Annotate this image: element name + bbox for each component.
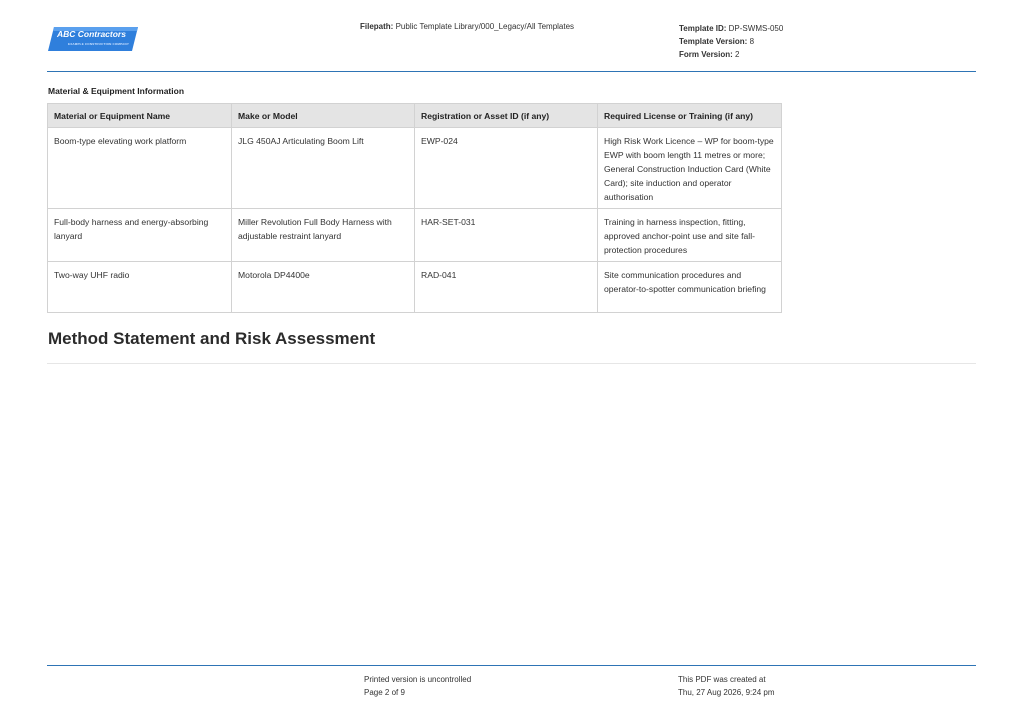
- column-header: Registration or Asset ID (if any): [415, 104, 598, 128]
- header-divider: [47, 71, 976, 72]
- created-label: This PDF was created at: [678, 675, 766, 684]
- table-cell: JLG 450AJ Articulating Boom Lift: [232, 128, 415, 209]
- template-version-value: 8: [749, 37, 755, 46]
- table-cell: High Risk Work Licence – WP for boom-type EWP with boom length 11 metres or more; General Construction Induction Card (White Card); site induction and operator authorisation: [598, 128, 782, 209]
- form-version: [679, 48, 783, 61]
- template-id-value: DP-SWMS-050: [728, 24, 784, 33]
- filepath-value: Public Template Library/000_Legacy/All Templates: [395, 22, 575, 31]
- template-id: [679, 22, 783, 35]
- footer-divider: [47, 665, 976, 666]
- filepath-label: Filepath:: [360, 22, 394, 31]
- logo-tagline: EXAMPLE CONSTRUCTION COMPANY: [68, 42, 130, 46]
- section-label: Material & Equipment Information: [48, 86, 185, 96]
- table-cell: Boom-type elevating work platform: [48, 128, 232, 209]
- page-number: Page 2 of 9: [364, 688, 405, 697]
- table-cell: Two-way UHF radio: [48, 262, 232, 313]
- filepath: [360, 22, 574, 31]
- table-cell: Site communication procedures and operator-to-spotter communication briefing: [598, 262, 782, 313]
- uncontrolled-notice: Printed version is uncontrolled: [364, 675, 472, 684]
- table-cell: RAD-041: [415, 262, 598, 313]
- column-header: Make or Model: [232, 104, 415, 128]
- company-logo: [46, 25, 140, 53]
- footer-left: [364, 673, 471, 699]
- column-header: Material or Equipment Name: [48, 104, 232, 128]
- table-cell: Motorola DP4400e: [232, 262, 415, 313]
- table-cell: Training in harness inspection, fitting, approved anchor-point use and site fall-protection procedures: [598, 209, 782, 262]
- table-row: [48, 128, 782, 209]
- template-version-label: Template Version:: [679, 37, 748, 46]
- footer-right: [678, 673, 775, 699]
- logo-name: ABC Contractors: [57, 29, 126, 39]
- section-divider: [47, 363, 976, 364]
- table-cell: Full-body harness and energy-absorbing lanyard: [48, 209, 232, 262]
- table-cell: EWP-024: [415, 128, 598, 209]
- method-statement-title: Method Statement and Risk Assessment: [48, 329, 376, 348]
- table-cell: Miller Revolution Full Body Harness with adjustable restraint lanyard: [232, 209, 415, 262]
- column-header: Required License or Training (if any): [598, 104, 782, 128]
- table-cell: HAR-SET-031: [415, 209, 598, 262]
- template-version: [679, 35, 783, 48]
- form-version-label: Form Version:: [679, 50, 733, 59]
- table-row: [48, 209, 782, 262]
- created-date: Thu, 27 Aug 2026, 9:24 pm: [678, 688, 775, 697]
- template-meta: [679, 22, 783, 61]
- form-version-value: 2: [735, 50, 740, 59]
- equipment-table: [47, 103, 782, 313]
- template-id-label: Template ID:: [679, 24, 727, 33]
- table-row: [48, 262, 782, 313]
- table-header-row: [48, 104, 782, 128]
